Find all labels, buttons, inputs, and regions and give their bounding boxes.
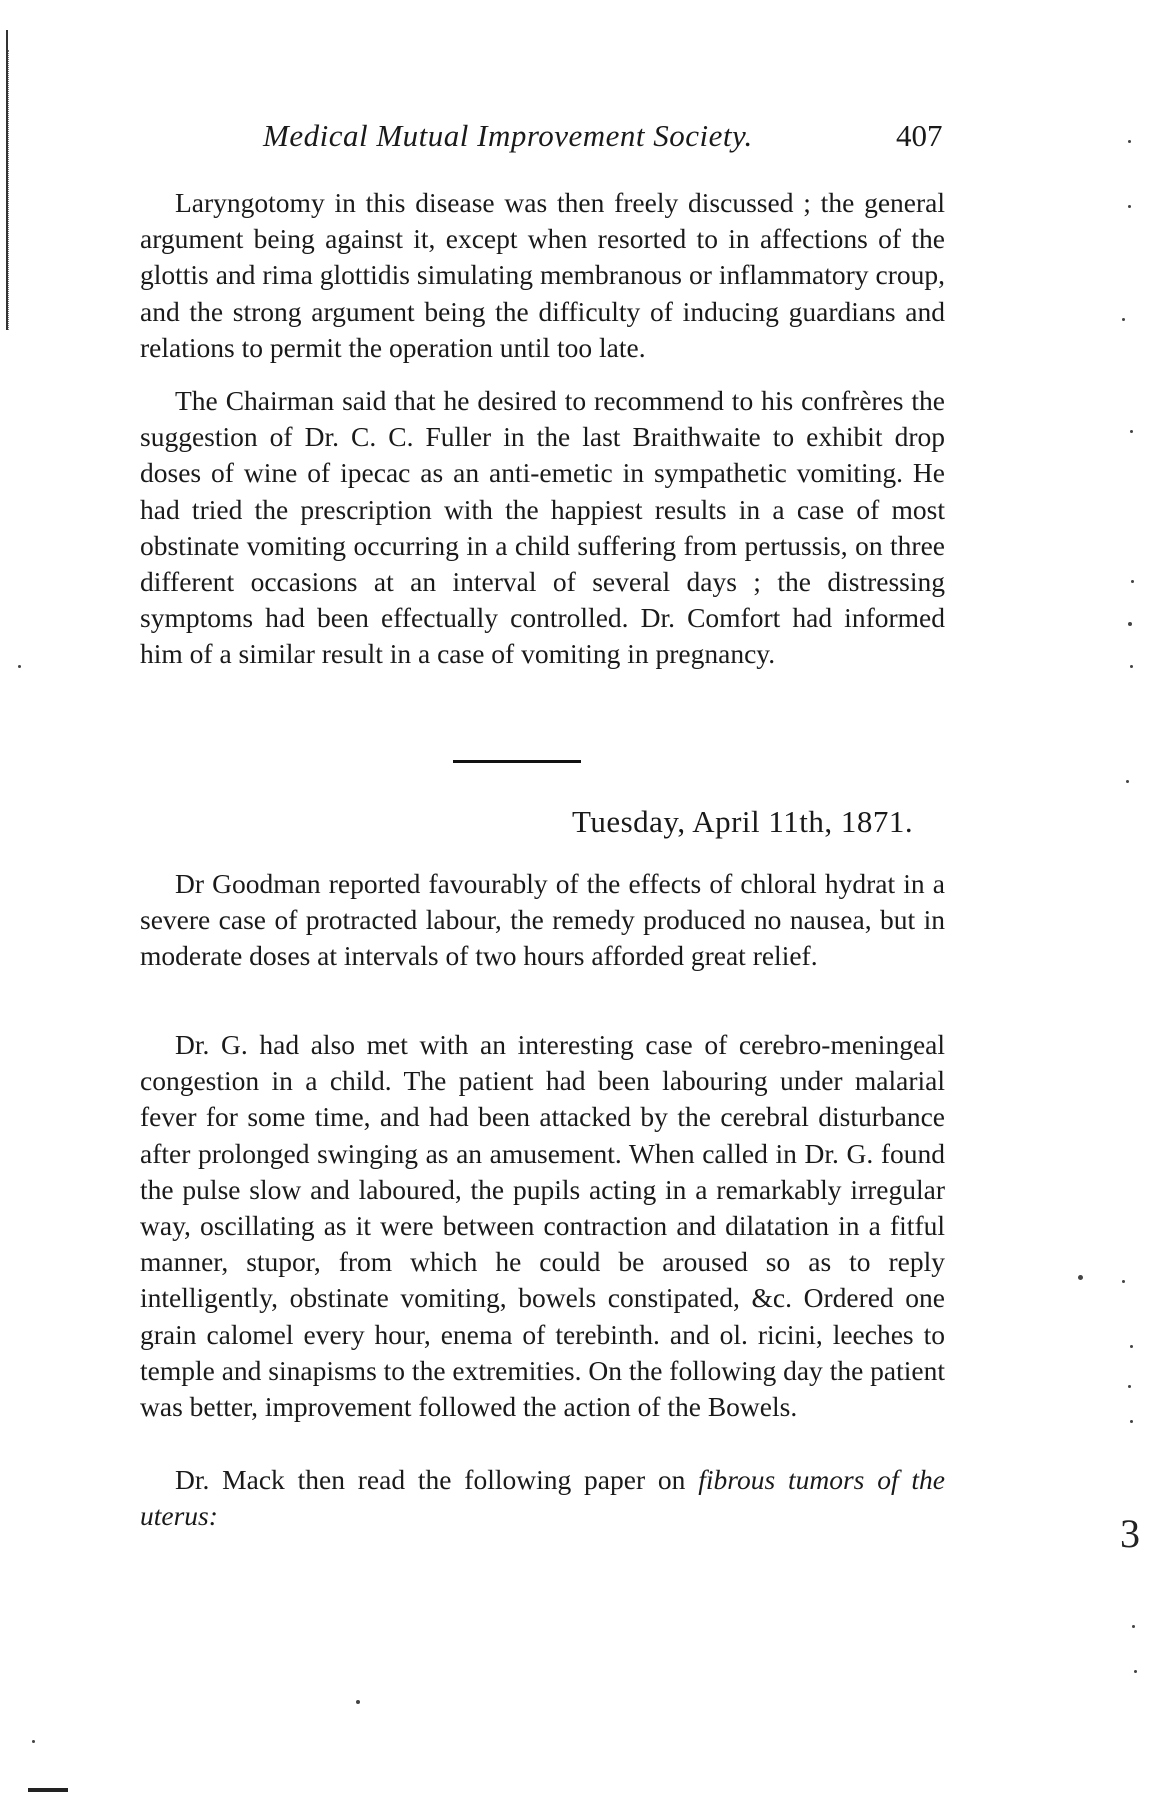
paper-title: fibrous tumors of the uterus: [140, 1464, 945, 1532]
scan-speck [1130, 430, 1133, 433]
scan-speck [1122, 1280, 1125, 1283]
scan-speck [18, 665, 21, 668]
running-title: Medical Mutual Improvement Society. [263, 118, 753, 153]
paragraph-case [140, 1027, 945, 1425]
paragraph-text [140, 1462, 945, 1534]
section-rule [453, 760, 581, 763]
scan-edge-dotted [8, 50, 10, 330]
page-number: 407 [896, 118, 943, 153]
scan-speck [356, 1700, 360, 1704]
scan-speck [1130, 665, 1133, 668]
paragraph-chairman [140, 383, 945, 673]
scan-speck [1131, 580, 1134, 583]
margin-mark: 3 [1120, 1511, 1140, 1556]
scan-speck [1128, 1385, 1131, 1388]
paragraph-laryngotomy [140, 185, 945, 366]
running-head [0, 118, 1167, 178]
scan-speck [32, 1740, 35, 1743]
paragraph-text: The Chairman said that he desired to recommend to his confrères the suggestion of Dr. C. C. Fuller in the last Braithwaite to exhibit drop doses of wine of ipecac as an anti-emetic in sympathetic vomiting. He had tried the prescription with the happiest results in a case of most obstinate vomiting occurring in a child suffering from pertussis, on three different occasions at an interval of several days ; the distressing symptoms had been effectually controlled. Dr. Comfort had informed him of a similar result in a case of vomiting in pregnancy. [140, 385, 945, 670]
meeting-date: Tuesday, April 11th, 1871. [572, 804, 914, 839]
paragraph-text: Laryngotomy in this disease was then freely discussed ; the general argument being against it, except when resorted to in affections of the glottis and rima glottidis simulating membranous or inflammatory croup, and the strong argument being the difficulty of inducing guardians and relations to permit the operation until too late. [140, 187, 945, 363]
paragraph-text: Dr. G. had also met with an interesting case of cerebro-meningeal congestion in a child. The patient had been labouring under malarial fever for some time, and had been attacked by the cerebral disturbance after prolonged swinging as an amusement. When called in Dr. G. found the pulse slow and laboured, the pupils acting in a remarkably irregular way, oscillating as it were between contraction and dilatation in a fitful manner, stupor, from which he could be aroused so as to reply intelligently, obstinate vomiting, bowels constipated, &c. Ordered one grain calomel every hour, enema of terebinth. and ol. ricini, leeches to temple and sinapisms to the extremities. On the following day the patient was better, improvement followed the action of the Bowels. [140, 1029, 945, 1423]
scan-speck [1130, 1420, 1133, 1423]
scan-speck [1128, 140, 1131, 143]
scan-speck [1134, 1670, 1137, 1673]
scan-speck [1128, 205, 1131, 208]
scan-speck [1130, 1345, 1133, 1348]
scan-smudge [28, 1788, 68, 1792]
scan-speck [1132, 1625, 1135, 1628]
scan-speck [1078, 1275, 1083, 1280]
scan-speck [1128, 622, 1132, 626]
paragraph-mack [140, 1462, 945, 1534]
scan-speck [1126, 780, 1129, 783]
scan-speck [1122, 318, 1125, 321]
paragraph-goodman [140, 866, 945, 975]
paragraph-lead: Dr. Mack then read the following paper on [175, 1464, 699, 1495]
paragraph-text: Dr Goodman reported favourably of the effects of chloral hydrat in a severe case of protracted labour, the remedy produced no nausea, but in moderate doses at intervals of two hours afforded great relief. [140, 868, 945, 972]
